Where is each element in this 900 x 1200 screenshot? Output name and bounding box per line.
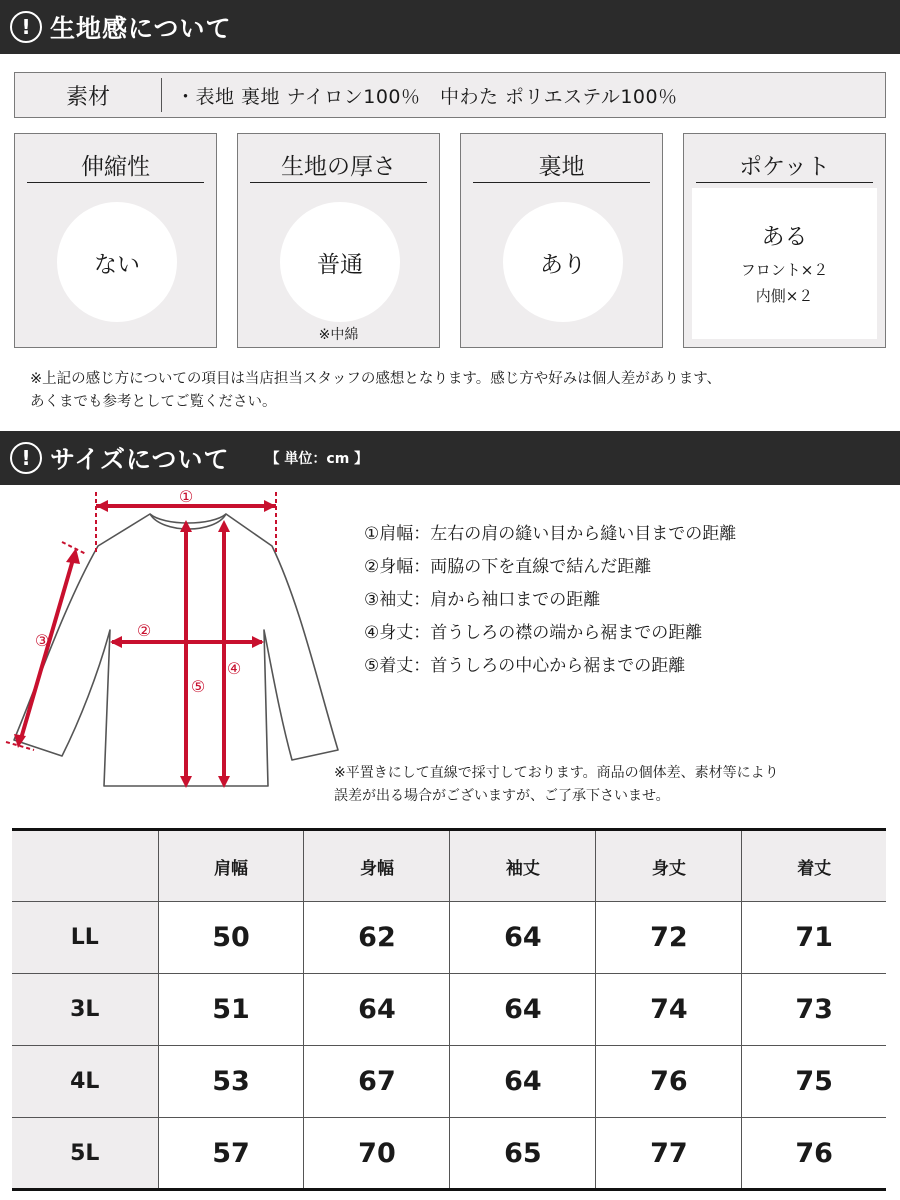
disclaimer-line: ※上記の感じ方についての項目は当店担当スタッフの感想となります。感じ方や好みは個人差があります、 [30,371,722,387]
size-label: 3L [12,974,158,1046]
property-note: ※中綿 [318,327,359,343]
table-cell: 64 [304,974,450,1046]
table-header-row [12,830,886,902]
table-cell: 75 [742,1046,886,1118]
exclamation-icon: ! [10,11,42,43]
property-divider [250,182,427,183]
size-section-header [0,431,900,485]
table-header-total-length: 着丈 [742,830,886,902]
table-header-corner [12,830,158,902]
size-table [12,828,886,1191]
measurement-total-length: ⑤着丈：首うしろの中心から裾までの距離 [364,656,686,676]
marker-shoulder: ① [178,487,194,506]
table-cell: 64 [450,1046,596,1118]
table-row [12,1046,886,1118]
table-row [12,1118,886,1190]
exclamation-icon: ! [10,442,42,474]
table-header-body-width: 身幅 [304,830,450,902]
pocket-value: ある [761,224,808,250]
table-cell: 64 [450,902,596,974]
property-divider [27,182,204,183]
property-card-pocket [683,133,886,348]
material-label: 素材 [65,84,110,110]
property-card-thickness [237,133,440,348]
property-title: 裏地 [538,154,585,180]
measurement-shoulder: ①肩幅：左右の肩の縫い目から縫い目までの距離 [364,524,737,544]
size-note [334,762,779,808]
table-cell: 74 [596,974,742,1046]
table-cell: 65 [450,1118,596,1190]
table-cell: 50 [158,902,304,974]
table-row [12,902,886,974]
disclaimer [30,368,721,414]
table-header-shoulder: 肩幅 [158,830,304,902]
table-cell: 53 [158,1046,304,1118]
marker-body-length: ④ [226,659,242,678]
table-header-sleeve: 袖丈 [450,830,596,902]
pocket-detail-front: フロント×２ [740,261,829,279]
size-note-line: 誤差が出る場合がございますが、ご了承下さいませ。 [334,788,670,804]
property-divider [696,182,873,183]
material-row [14,72,886,118]
table-cell: 73 [742,974,886,1046]
table-cell: 67 [304,1046,450,1118]
property-value: ない [57,202,177,322]
marker-sleeve: ③ [34,631,50,650]
table-header-body-length: 身丈 [596,830,742,902]
pocket-detail-inside: 内側×２ [755,287,814,305]
measurement-sleeve: ③袖丈：肩から袖口までの距離 [364,590,601,610]
table-cell: 57 [158,1118,304,1190]
fabric-section-title: 生地感について [50,14,232,43]
table-cell: 76 [596,1046,742,1118]
table-cell: 72 [596,902,742,974]
pocket-panel [692,188,877,339]
size-label: 5L [12,1118,158,1190]
property-value: あり [503,202,623,322]
table-cell: 76 [742,1118,886,1190]
marker-total-length: ⑤ [190,677,206,696]
marker-body-width: ② [136,621,152,640]
table-cell: 62 [304,902,450,974]
measurement-body-length: ④身丈：首うしろの襟の端から裾までの距離 [364,623,703,643]
table-cell: 77 [596,1118,742,1190]
measurement-definitions [364,518,736,683]
unit-label: 【 単位：cm 】 [265,451,369,467]
table-cell: 51 [158,974,304,1046]
property-title: ポケット [739,154,830,180]
property-title: 伸縮性 [81,154,150,180]
fabric-section-header [0,0,900,54]
disclaimer-line: あくまでも参考としてご覧ください。 [30,394,277,410]
property-card-lining [460,133,663,348]
table-cell: 70 [304,1118,450,1190]
garment-diagram [0,484,345,804]
shirt-outline-icon [14,514,338,786]
table-row [12,974,886,1046]
size-label: 4L [12,1046,158,1118]
property-card-stretch [14,133,217,348]
table-cell: 71 [742,902,886,974]
size-section-title: サイズについて [50,445,230,474]
property-divider [473,182,650,183]
property-title: 生地の厚さ [281,154,396,180]
size-label: LL [12,902,158,974]
size-note-line: ※平置きにして直線で採寸しております。商品の個体差、素材等により [334,765,779,781]
property-value: 普通 [280,202,400,322]
measurement-body-width: ②身幅：両脇の下を直線で結んだ距離 [364,557,652,577]
material-value: ・表地 裏地 ナイロン100％ 中わた ポリエステル100％ [176,85,678,108]
table-cell: 64 [450,974,596,1046]
